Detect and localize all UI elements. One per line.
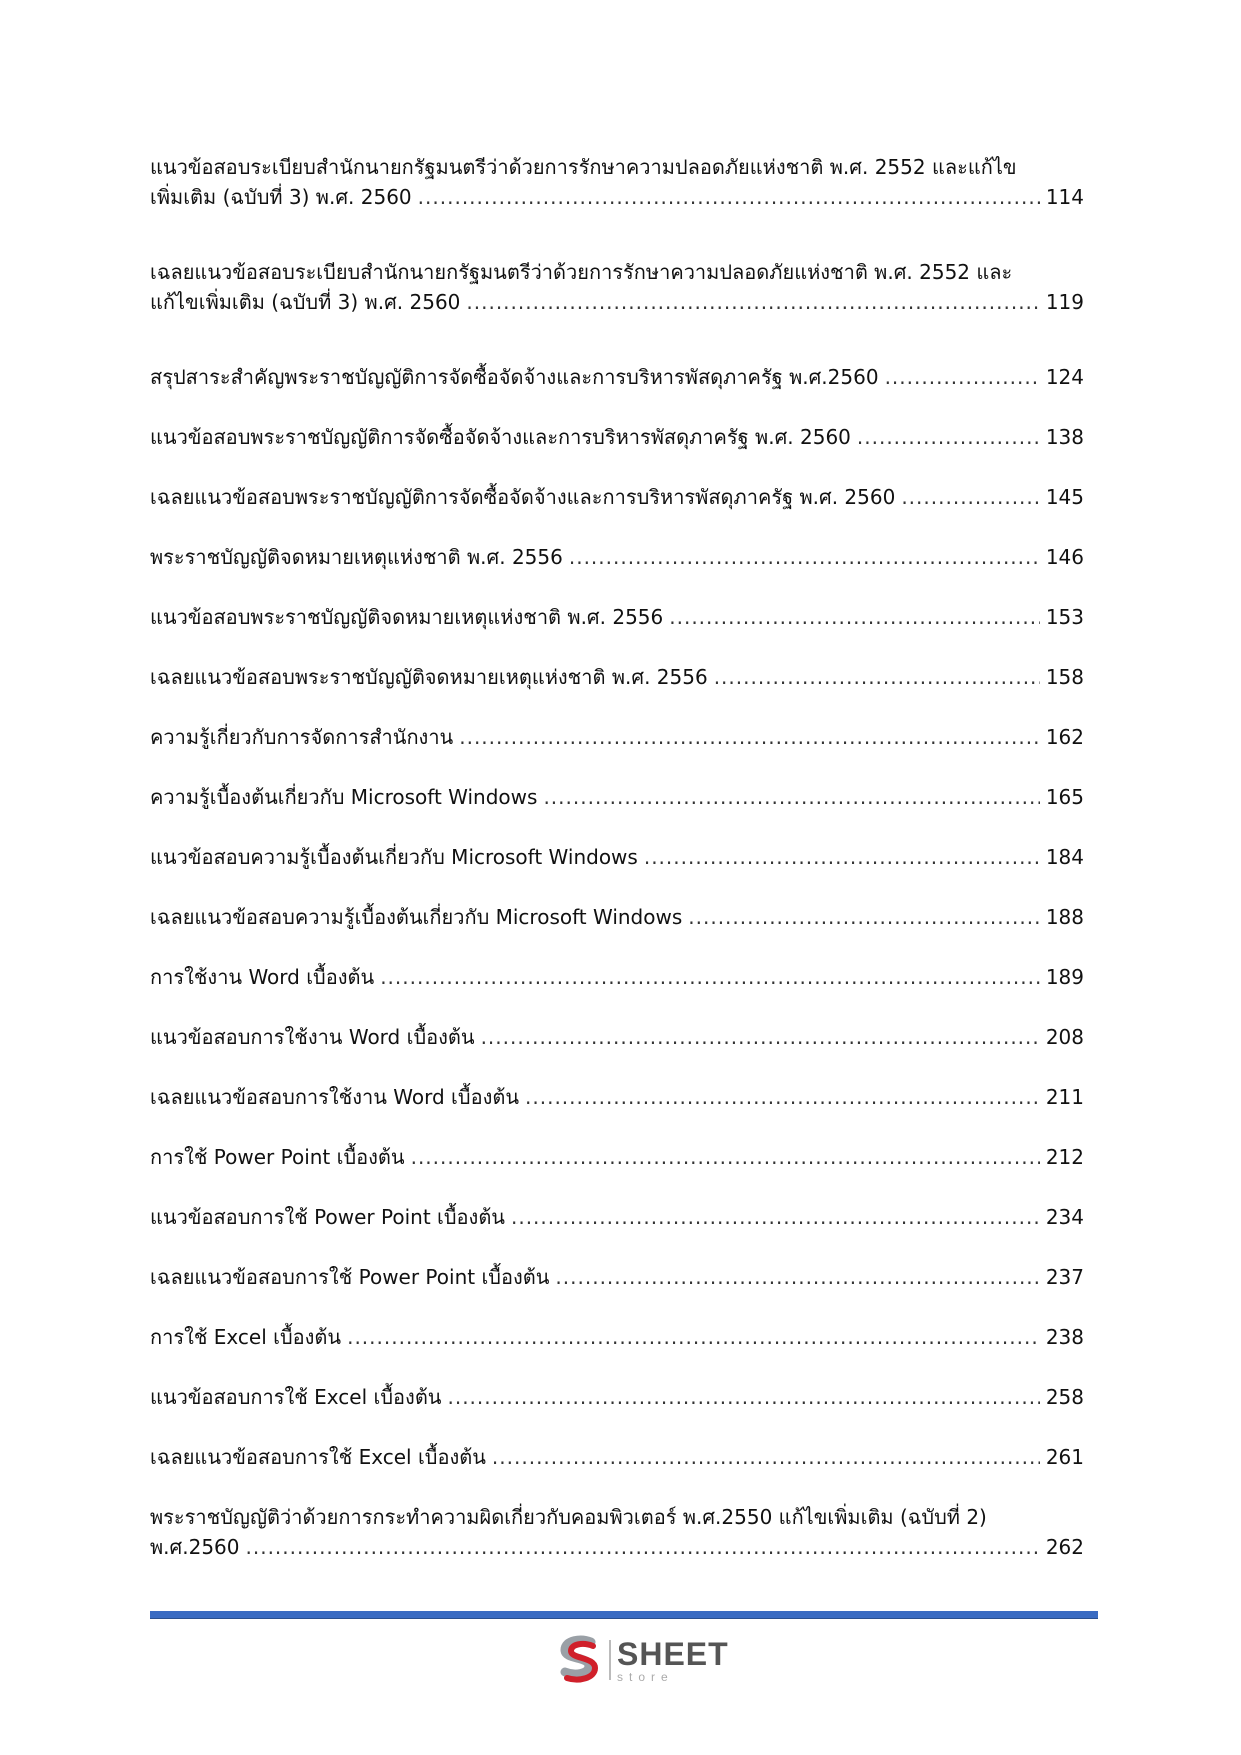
toc-dot-leader — [411, 1142, 1040, 1172]
toc-entry-last-line — [150, 1082, 1084, 1112]
toc-entry-title-line: เฉลยแนวข้อสอบระเบียบสำนักนายกรัฐมนตรีว่าด้วยการรักษาความปลอดภัยแห่งชาติ พ.ศ. 2552 และ — [150, 260, 1013, 284]
toc-dot-leader — [459, 722, 1040, 752]
toc-entry-title: แก้ไขเพิ่มเติม (ฉบับที่ 3) พ.ศ. 2560 — [150, 290, 461, 314]
toc-entry-last-line — [150, 287, 1084, 317]
toc-dot-leader — [644, 842, 1040, 872]
toc-dot-leader — [466, 287, 1039, 317]
toc-page-number: 119 — [1045, 290, 1084, 314]
toc-dot-leader — [246, 1532, 1040, 1562]
toc-entry-title: เฉลยแนวข้อสอบการใช้ Excel เบื้องต้น — [150, 1445, 486, 1469]
toc-page-number: 114 — [1045, 185, 1084, 209]
toc-page-number: 162 — [1045, 725, 1084, 749]
toc-entry-last-line — [150, 362, 1084, 392]
toc-dot-leader — [481, 1022, 1040, 1052]
toc-entry[interactable] — [150, 722, 1084, 782]
toc-entry-last-line — [150, 1142, 1084, 1172]
toc-entry[interactable] — [150, 542, 1084, 602]
toc-entry[interactable] — [150, 1502, 1084, 1607]
toc-entry-title: แนวข้อสอบความรู้เบื้องต้นเกี่ยวกับ Microsoft Windows — [150, 845, 638, 869]
logo-sub-text: store — [617, 1669, 674, 1684]
toc-dot-leader — [380, 962, 1040, 992]
toc-page-number: 212 — [1045, 1145, 1084, 1169]
toc-entry-title: แนวข้อสอบการใช้ Excel เบื้องต้น — [150, 1385, 442, 1409]
toc-page-number: 184 — [1045, 845, 1084, 869]
toc-entry[interactable] — [150, 1082, 1084, 1142]
toc-entry-title: การใช้ Power Point เบื้องต้น — [150, 1145, 405, 1169]
toc-entry[interactable] — [150, 1262, 1084, 1322]
toc-entry[interactable] — [150, 902, 1084, 962]
toc-page-number: 158 — [1045, 665, 1084, 689]
toc-entry-last-line — [150, 182, 1084, 212]
toc-entry-title-line: แนวข้อสอบระเบียบสำนักนายกรัฐมนตรีว่าด้วยการรักษาความปลอดภัยแห่งชาติ พ.ศ. 2552 และแก้ไข — [150, 155, 1017, 179]
toc-dot-leader — [569, 542, 1040, 572]
toc-entry-last-line — [150, 1262, 1084, 1292]
toc-dot-leader — [857, 422, 1040, 452]
toc-dot-leader — [885, 362, 1040, 392]
toc-dot-leader — [347, 1322, 1040, 1352]
toc-entry-title: แนวข้อสอบการใช้งาน Word เบื้องต้น — [150, 1025, 475, 1049]
toc-dot-leader — [555, 1262, 1039, 1292]
toc-entry-title-line: พระราชบัญญัติว่าด้วยการกระทำความผิดเกี่ยวกับคอมพิวเตอร์ พ.ศ.2550 แก้ไขเพิ่มเติม (ฉบับที่ 2) — [150, 1505, 987, 1529]
toc-page-number: 211 — [1045, 1085, 1084, 1109]
logo-separator — [609, 1640, 611, 1680]
toc-entry[interactable] — [150, 482, 1084, 542]
toc-entry-last-line — [150, 1202, 1084, 1232]
toc-entry[interactable] — [150, 362, 1084, 422]
toc-entry-title: เฉลยแนวข้อสอบการใช้ Power Point เบื้องต้น — [150, 1265, 550, 1289]
toc-entry-last-line — [150, 1532, 1084, 1562]
toc-entry-title: เพิ่มเติม (ฉบับที่ 3) พ.ศ. 2560 — [150, 185, 412, 209]
toc-entry-last-line — [150, 1382, 1084, 1412]
toc-page-number: 138 — [1045, 425, 1084, 449]
toc-page-number: 145 — [1045, 485, 1084, 509]
toc-entry-last-line — [150, 1322, 1084, 1352]
toc-page-number: 146 — [1045, 545, 1084, 569]
toc-entry-title: แนวข้อสอบการใช้ Power Point เบื้องต้น — [150, 1205, 505, 1229]
toc-entry-title: ความรู้เบื้องต้นเกี่ยวกับ Microsoft Windows — [150, 785, 538, 809]
toc-entry-title: เฉลยแนวข้อสอบการใช้งาน Word เบื้องต้น — [150, 1085, 520, 1109]
toc-dot-leader — [492, 1442, 1040, 1472]
logo-text — [617, 1635, 729, 1684]
toc-entry-last-line — [150, 842, 1084, 872]
toc-dot-leader — [901, 482, 1039, 512]
toc-entry-last-line — [150, 782, 1084, 812]
toc-entry-title: การใช้งาน Word เบื้องต้น — [150, 965, 375, 989]
toc-entry[interactable] — [150, 1142, 1084, 1202]
toc-entry[interactable] — [150, 662, 1084, 722]
toc-entry[interactable] — [150, 842, 1084, 902]
toc-dot-leader — [714, 662, 1040, 692]
toc-entry-title: แนวข้อสอบพระราชบัญญัติจดหมายเหตุแห่งชาติ พ.ศ. 2556 — [150, 605, 664, 629]
toc-entry-last-line — [150, 662, 1084, 692]
toc-entry-title: สรุปสาระสำคัญพระราชบัญญัติการจัดซื้อจัดจ้างและการบริหารพัสดุภาครัฐ พ.ศ.2560 — [150, 365, 879, 389]
toc-page-number: 124 — [1045, 365, 1084, 389]
footer-logo — [553, 1634, 729, 1686]
toc-entry-title: พ.ศ.2560 — [150, 1535, 240, 1559]
toc-page-number: 234 — [1045, 1205, 1084, 1229]
toc-dot-leader — [418, 182, 1040, 212]
toc-entry-last-line — [150, 482, 1084, 512]
toc-entry[interactable] — [150, 782, 1084, 842]
toc-dot-leader — [669, 602, 1040, 632]
toc-page-number: 237 — [1045, 1265, 1084, 1289]
toc-entry[interactable] — [150, 422, 1084, 482]
toc-entry[interactable] — [150, 1382, 1084, 1442]
toc-entry[interactable] — [150, 257, 1084, 362]
toc-page-number: 188 — [1045, 905, 1084, 929]
toc-dot-leader — [543, 782, 1039, 812]
toc-entry[interactable] — [150, 962, 1084, 1022]
toc-entry-last-line — [150, 722, 1084, 752]
toc-entry[interactable] — [150, 152, 1084, 257]
toc-entry[interactable] — [150, 1322, 1084, 1382]
toc-dot-leader — [688, 902, 1040, 932]
footer-divider — [150, 1611, 1098, 1619]
toc-page-number: 258 — [1045, 1385, 1084, 1409]
table-of-contents — [150, 152, 1084, 1607]
toc-page-number: 238 — [1045, 1325, 1084, 1349]
toc-entry-last-line — [150, 1442, 1084, 1472]
toc-entry-last-line — [150, 602, 1084, 632]
toc-page-number: 262 — [1045, 1535, 1084, 1559]
toc-entry[interactable] — [150, 1442, 1084, 1502]
toc-page-number: 189 — [1045, 965, 1084, 989]
toc-page-number: 261 — [1045, 1445, 1084, 1469]
toc-entry-title: การใช้ Excel เบื้องต้น — [150, 1325, 342, 1349]
toc-entry-last-line — [150, 542, 1084, 572]
toc-entry-title: พระราชบัญญัติจดหมายเหตุแห่งชาติ พ.ศ. 2556 — [150, 545, 563, 569]
toc-entry[interactable] — [150, 602, 1084, 662]
toc-page-number: 208 — [1045, 1025, 1084, 1049]
toc-entry-title: ความรู้เกี่ยวกับการจัดการสำนักงาน — [150, 725, 454, 749]
toc-entry-title: เฉลยแนวข้อสอบพระราชบัญญัติการจัดซื้อจัดจ้างและการบริหารพัสดุภาครัฐ พ.ศ. 2560 — [150, 485, 896, 509]
toc-dot-leader — [447, 1382, 1039, 1412]
toc-entry-last-line — [150, 422, 1084, 452]
toc-entry-title: แนวข้อสอบพระราชบัญญัติการจัดซื้อจัดจ้างและการบริหารพัสดุภาครัฐ พ.ศ. 2560 — [150, 425, 851, 449]
toc-page-number: 153 — [1045, 605, 1084, 629]
toc-page-number: 165 — [1045, 785, 1084, 809]
toc-entry-title: เฉลยแนวข้อสอบความรู้เบื้องต้นเกี่ยวกับ Microsoft Windows — [150, 905, 683, 929]
toc-dot-leader — [525, 1082, 1040, 1112]
toc-dot-leader — [511, 1202, 1040, 1232]
toc-entry-last-line — [150, 1022, 1084, 1052]
toc-entry[interactable] — [150, 1202, 1084, 1262]
toc-entry-last-line — [150, 962, 1084, 992]
toc-entry[interactable] — [150, 1022, 1084, 1082]
sheet-store-s-logo-icon — [553, 1634, 605, 1686]
toc-entry-title: เฉลยแนวข้อสอบพระราชบัญญัติจดหมายเหตุแห่งชาติ พ.ศ. 2556 — [150, 665, 708, 689]
logo-main-text: SHEET — [617, 1635, 729, 1672]
toc-entry-last-line — [150, 902, 1084, 932]
